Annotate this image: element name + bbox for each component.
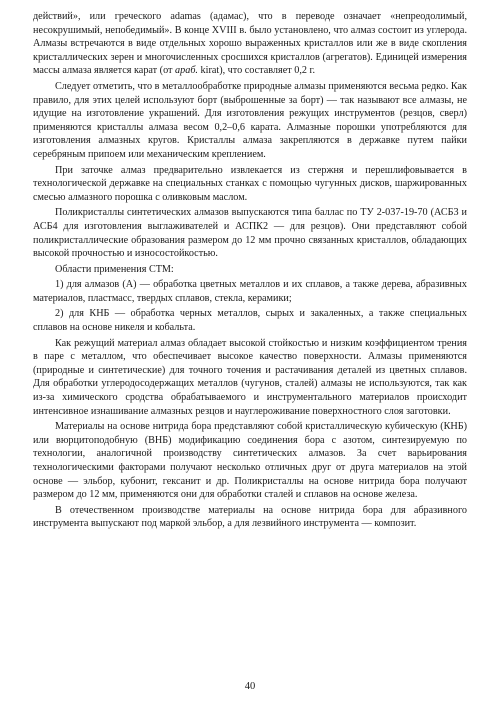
italic-abbreviation: араб.: [175, 65, 198, 77]
paragraph: [33, 420, 467, 502]
text-run: 2) для КНБ — обработка черных металлов, сырых и закаленных, а также специальных сплавов на основе никеля и кобальта.: [33, 308, 467, 334]
paragraph: [33, 263, 467, 277]
text-run: Поликристаллы синтетических алмазов выпускаются типа баллас по ТУ 2-037-19-70 (АСБ3 и АСБ4 для изготовления выглаживателей и АСПК2 — для резцов). Они представляют собой поликристаллические образования размером до 12 мм прочно связанных кристаллов, обладающих высокой прочностью и износостойкостью.: [33, 207, 467, 260]
paragraph: [33, 206, 467, 260]
text-run: В отечественном производстве материалы на основе нитрида бора для абразивного инструмента выпускают под маркой эльбор, а для лезвийного инструмента — композит.: [33, 504, 467, 530]
text-run: Как режущий материал алмаз обладает высокой стойкостью и низким коэффициентом трения в паре с металлом, что обеспечивает высокое качество поверхности. Алмазы применяются (природные и синтетические) для точного точения и растачивания деталей из цветных сплавов. Для обработки углеродосодержащих металлов (чугунов, сталей) алмазы не используются, так как из-за химического сродства обрабатываемого и инструментального материалов происходит интенсивное изнашивание алмазных резцов и науглероживание поверхностного слоя заготовки.: [33, 337, 467, 417]
paragraph: [33, 278, 467, 305]
text-run: действий», или греческого adamas (адамас), что в переводе означает «непреодолимый, несокрушимый, непобедимый». В конце XVIII в. было установлено, что алмаз состоит из углерода. Алмазы встречаются в виде отдельных хорошо выраженных кристаллов или же в виде скопления кристаллических зерен и многочисленных сросшихся кристаллов (агрегатов). Единицей измерения массы алмаза является карат (от: [33, 11, 467, 77]
text-run: Области применения СТМ:: [55, 263, 174, 275]
paragraph: [33, 80, 467, 162]
text-run: 1) для алмазов (А) — обработка цветных металлов и их сплавов, а также дерева, абразивных материалов, пластмасс, твердых сплавов, стекла, керамики;: [33, 279, 467, 304]
text-run: Следует отметить, что в металлообработке природные алмазы применяются весьма редко. Как правило, для этих целей используют борт (выброшенные за борт) — так называют все алмазы, не идущие на изготовление украшений. Для изготовления режущих инструментов (резцов, сверл) применяются кристаллы алмаза весом 0,2–0,6 карата. Алмазные порошки употребляются для изготовления алмазных кругов. Кристаллы алмаза закрепляются в державке путем пайки серебряным припоем или механическим креплением.: [33, 80, 467, 160]
text-run: Материалы на основе нитрида бора представляют собой кристаллическую кубическую (КНБ) или вюрцитоподобную (ВНБ) модификацию соединения бора с азотом, синтезируемую по технологии, аналогичной производству синтетических алмазов. За счет варьирования технологическими факторами получают несколько отличных друг от друга материалов на этой основе — эльбор, кубонит, гексанит и др. Поликристаллы на основе нитрида бора получают размером до 12 мм, применяются они для обработки сталей и сплавов на основе железа.: [33, 421, 467, 501]
paragraph: [33, 504, 467, 531]
paragraph: [33, 164, 467, 205]
paragraph: [33, 10, 467, 78]
page-number: 40: [244, 681, 256, 692]
text-run: kirat), что составляет 0,2 г.: [197, 65, 316, 77]
paragraph: [33, 307, 467, 334]
body-text: [33, 10, 467, 531]
paragraph: [33, 337, 467, 419]
text-run: При заточке алмаз предварительно извлекается из стержня и перешлифовывается в технологической державке на специальных станках с помощью чугунных дисков, шаржированных смесью алмазного порошка с оливковым маслом.: [33, 164, 467, 203]
